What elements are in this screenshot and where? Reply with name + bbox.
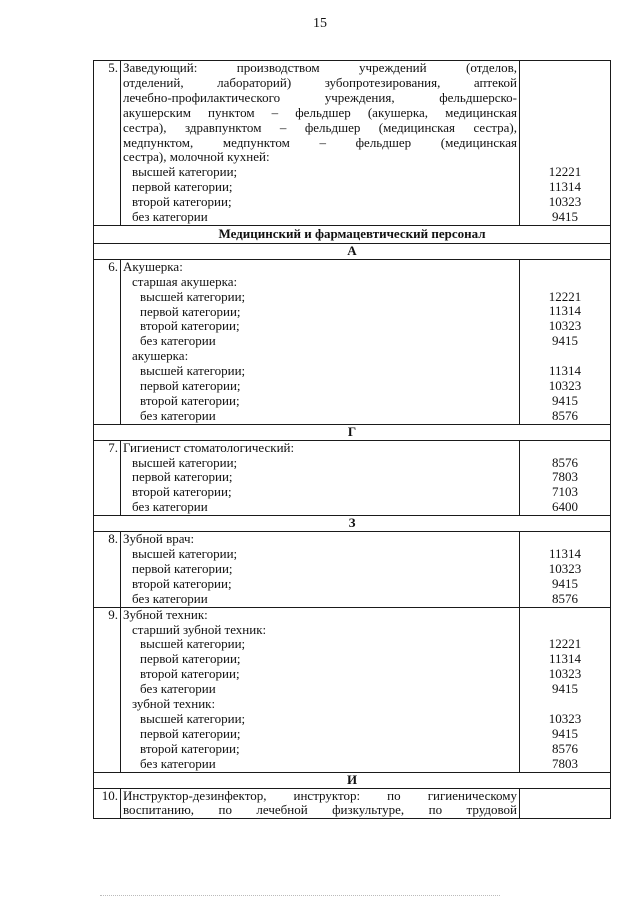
salary-value-empty (522, 697, 608, 712)
category-label: высшей категории; (140, 710, 246, 726)
salary-value: 7803 (552, 755, 578, 771)
salary-value: 11314 (548, 651, 582, 667)
table-row (94, 61, 611, 226)
salary-value-empty (522, 76, 608, 91)
salary-value: 9415 (552, 725, 578, 741)
description-line: старшая акушерка: (132, 273, 238, 289)
table-row (94, 788, 611, 819)
position-description (121, 61, 520, 226)
salary-value: 10323 (548, 666, 582, 682)
description-line: сестра), молочной кухней: (123, 149, 270, 165)
salary-value: 8576 (552, 407, 578, 423)
item-number: 5. (94, 61, 121, 226)
salary-value: 11314 (548, 179, 582, 195)
description-line: Заведующий: производством учреждений (отделов, (123, 60, 517, 75)
salary-value-empty (522, 789, 608, 804)
salary-value-empty (522, 61, 608, 76)
letter-heading-row (94, 516, 611, 532)
category-label: без категории (132, 499, 208, 515)
description-line: Зубной техник: (123, 606, 208, 622)
salary-value: 11314 (548, 545, 582, 561)
salary-value: 10323 (548, 560, 582, 576)
category-label: высшей категории; (140, 288, 246, 304)
salary-values (520, 259, 611, 424)
salary-values (520, 532, 611, 608)
category-label: первой категории; (140, 725, 241, 741)
section-heading-row (94, 225, 611, 243)
salary-value: 12221 (548, 636, 582, 652)
salary-values (520, 440, 611, 516)
salary-value-empty (522, 441, 608, 456)
letter-heading-row (94, 243, 611, 259)
category-label: высшей категории; (132, 164, 238, 180)
category-label: первой категории; (132, 469, 233, 485)
salary-value: 12221 (548, 164, 582, 180)
description-line: медпунктом, медпунктом – фельдшер (медицинская (123, 134, 517, 150)
category-label: без категории (140, 407, 216, 423)
salary-value: 11314 (548, 303, 582, 319)
salary-value: 7803 (552, 469, 578, 485)
salary-values (520, 607, 611, 772)
letter-heading-row (94, 424, 611, 440)
letter-heading: А (94, 243, 611, 259)
position-description (121, 440, 520, 516)
description-line: старший зубной техник: (132, 621, 267, 637)
item-number: 6. (94, 259, 121, 424)
item-number: 10. (94, 788, 121, 819)
salary-value: 6400 (552, 499, 578, 515)
item-number: 9. (94, 607, 121, 772)
salary-value-empty (522, 803, 608, 818)
description-line: сестра), здравпунктом – фельдшер (медицинская сестра), (123, 119, 517, 135)
category-label: второй категории; (140, 666, 240, 682)
salary-value-empty (522, 150, 608, 165)
description-line: акушерка: (132, 348, 189, 364)
category-label: высшей категории; (132, 454, 238, 470)
salary-value-empty (522, 260, 608, 275)
salary-values (520, 788, 611, 819)
salary-value-empty (522, 623, 608, 638)
position-description (121, 532, 520, 608)
letter-heading-row (94, 772, 611, 788)
page-bottom-edge (100, 895, 500, 896)
description-line: воспитанию, по лечебной физкультуре, по трудовой (123, 802, 517, 818)
description-line: Инструктор-дезинфектор, инструктор: по гигиеническому (123, 787, 517, 803)
category-label: без категории (140, 681, 216, 697)
category-label: первой категории; (140, 303, 241, 319)
position-description (121, 607, 520, 772)
salary-value-empty (522, 135, 608, 150)
page-number: 15 (313, 16, 327, 31)
salary-value: 8576 (552, 454, 578, 470)
category-label: первой категории; (132, 179, 233, 195)
salary-value: 10323 (548, 710, 582, 726)
salary-value-empty (522, 349, 608, 364)
item-number: 8. (94, 532, 121, 608)
salary-value: 10323 (548, 194, 582, 210)
salary-table-body (94, 61, 611, 819)
category-label: второй категории; (140, 318, 240, 334)
table-row (94, 259, 611, 424)
item-number: 7. (94, 440, 121, 516)
table-row (94, 607, 611, 772)
salary-value: 9415 (552, 681, 578, 697)
salary-value: 9415 (552, 392, 578, 408)
salary-value: 7103 (552, 484, 578, 500)
salary-value: 12221 (548, 288, 582, 304)
description-line: акушерским пунктом – фельдшер (акушерка, медицинская (123, 104, 517, 120)
position-description (121, 788, 520, 819)
category-label: высшей категории; (140, 636, 246, 652)
salary-value: 9415 (552, 575, 578, 591)
salary-value: 9415 (552, 333, 578, 349)
salary-value: 9415 (552, 208, 578, 224)
description-line: Гигиенист стоматологический: (123, 439, 295, 455)
category-label: без категории (140, 333, 216, 349)
category-label: высшей категории; (132, 546, 238, 561)
category-label: без категории (140, 755, 216, 771)
category-label: первой категории; (140, 651, 241, 667)
salary-value: 10323 (548, 377, 582, 393)
salary-value-empty (522, 608, 608, 623)
category-label: второй категории; (132, 484, 232, 500)
category-label: без категории (132, 590, 208, 606)
salary-value-empty (522, 121, 608, 136)
letter-heading: З (94, 516, 611, 532)
letter-heading: Г (94, 424, 611, 440)
salary-value-empty (522, 106, 608, 121)
salary-value-empty (522, 532, 608, 547)
letter-heading: И (94, 772, 611, 788)
category-label: без категории (132, 209, 208, 225)
category-label: первой категории; (140, 378, 241, 394)
category-label: второй категории; (140, 392, 240, 408)
category-label: второй категории; (132, 194, 232, 210)
description-line: Акушерка: (123, 258, 183, 274)
position-description (121, 259, 520, 424)
salary-value: 8576 (552, 740, 578, 756)
section-heading: Медицинский и фармацевтический персонал (94, 225, 611, 243)
category-label: второй категории; (140, 740, 240, 756)
salary-value: 8576 (552, 590, 578, 606)
description-line: Зубной врач: (123, 531, 195, 547)
category-label: второй категории; (132, 575, 232, 591)
category-label: высшей категории; (140, 363, 246, 379)
description-line: зубной техник: (132, 696, 216, 712)
description-line: отделений, лабораторий) зубопротезирования, аптекой (123, 74, 517, 90)
salary-table (93, 60, 611, 819)
table-row (94, 440, 611, 516)
category-label: первой категории; (132, 560, 233, 576)
description-line: лечебно-профилактического учреждения, фельдшерско- (123, 89, 517, 105)
table-row (94, 532, 611, 608)
salary-value: 10323 (548, 318, 582, 334)
salary-value-empty (522, 91, 608, 106)
salary-value-empty (522, 275, 608, 290)
salary-values (520, 61, 611, 226)
salary-value: 11314 (548, 363, 582, 379)
